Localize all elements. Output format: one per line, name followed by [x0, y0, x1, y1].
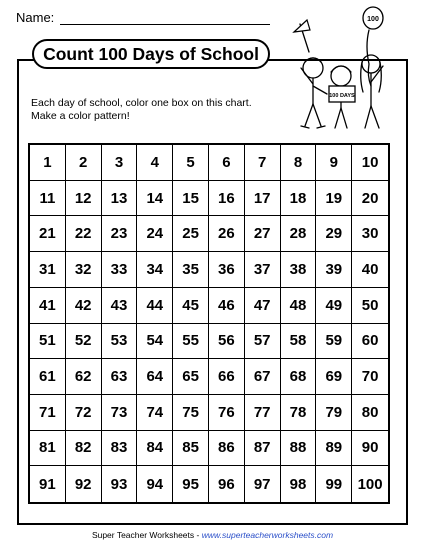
chart-cell-62[interactable]: 62: [66, 359, 102, 395]
page-title: Count 100 Days of School: [32, 39, 270, 69]
chart-cell-17[interactable]: 17: [245, 181, 281, 217]
chart-cell-36[interactable]: 36: [209, 252, 245, 288]
instruction-line-1: Each day of school, color one box on this chart.: [31, 97, 252, 109]
chart-cell-14[interactable]: 14: [137, 181, 173, 217]
chart-cell-99[interactable]: 99: [316, 466, 352, 502]
chart-cell-1[interactable]: 1: [30, 145, 66, 181]
chart-cell-59[interactable]: 59: [316, 324, 352, 360]
chart-cell-22[interactable]: 22: [66, 216, 102, 252]
chart-cell-19[interactable]: 19: [316, 181, 352, 217]
chart-cell-40[interactable]: 40: [352, 252, 388, 288]
chart-cell-50[interactable]: 50: [352, 288, 388, 324]
chart-cell-80[interactable]: 80: [352, 395, 388, 431]
balloon-text: 100: [367, 16, 379, 23]
chart-cell-13[interactable]: 13: [102, 181, 138, 217]
chart-cell-33[interactable]: 33: [102, 252, 138, 288]
chart-cell-79[interactable]: 79: [316, 395, 352, 431]
chart-cell-9[interactable]: 9: [316, 145, 352, 181]
kids-illustration: [283, 6, 393, 134]
chart-cell-100[interactable]: 100: [357, 475, 383, 493]
chart-cell-41[interactable]: 41: [30, 288, 66, 324]
chart-cell-29[interactable]: 29: [316, 216, 352, 252]
chart-cell-27[interactable]: 27: [245, 216, 281, 252]
chart-cell-31[interactable]: 31: [30, 252, 66, 288]
chart-cell-38[interactable]: 38: [281, 252, 317, 288]
chart-cell-18[interactable]: 18: [281, 181, 317, 217]
chart-cell-21[interactable]: 21: [30, 216, 66, 252]
chart-cell-98[interactable]: 98: [281, 466, 317, 502]
chart-cell-5[interactable]: 5: [173, 145, 209, 181]
chart-cell-65[interactable]: 65: [173, 359, 209, 395]
chart-cell-35[interactable]: 35: [173, 252, 209, 288]
chart-cell-16[interactable]: 16: [209, 181, 245, 217]
footer-url[interactable]: www.superteacherworksheets.com: [201, 530, 334, 540]
chart-cell-72[interactable]: 72: [66, 395, 102, 431]
chart-cell-60[interactable]: 60: [352, 324, 388, 360]
chart-cell-46[interactable]: 46: [209, 288, 245, 324]
chart-cell-34[interactable]: 34: [137, 252, 173, 288]
chart-cell-32[interactable]: 32: [66, 252, 102, 288]
chart-cell-10[interactable]: 10: [352, 145, 388, 181]
chart-cell-30[interactable]: 30: [352, 216, 388, 252]
chart-cell-64[interactable]: 64: [137, 359, 173, 395]
footer-brand: Super Teacher Worksheets: [91, 530, 195, 540]
chart-cell-96[interactable]: 96: [209, 466, 245, 502]
hundred-chart: [28, 143, 390, 504]
chart-cell-47[interactable]: 47: [245, 288, 281, 324]
chart-cell-97[interactable]: 97: [245, 466, 281, 502]
chart-cell-70[interactable]: 70: [352, 359, 388, 395]
chart-cell-20[interactable]: 20: [352, 181, 388, 217]
chart-cell-93[interactable]: 93: [102, 466, 138, 502]
chart-cell-63[interactable]: 63: [102, 359, 138, 395]
instructions: [31, 97, 252, 123]
chart-cell-24[interactable]: 24: [137, 216, 173, 252]
chart-cell-83[interactable]: 83: [102, 431, 138, 467]
chart-cell-11[interactable]: 11: [30, 181, 66, 217]
chart-cell-88[interactable]: 88: [281, 431, 317, 467]
chart-cell-25[interactable]: 25: [173, 216, 209, 252]
chart-cell-69[interactable]: 69: [316, 359, 352, 395]
chart-cell-78[interactable]: 78: [281, 395, 317, 431]
chart-cell-95[interactable]: 95: [173, 466, 209, 502]
chart-cell-2[interactable]: 2: [66, 145, 102, 181]
chart-cell-87[interactable]: 87: [245, 431, 281, 467]
instruction-line-2: Make a color pattern!: [31, 110, 130, 122]
chart-cell-43[interactable]: 43: [102, 288, 138, 324]
chart-cell-6[interactable]: 6: [209, 145, 245, 181]
chart-cell-68[interactable]: 68: [281, 359, 317, 395]
name-line[interactable]: [60, 24, 270, 25]
chart-cell-90[interactable]: 90: [352, 431, 388, 467]
chart-cell-4[interactable]: 4: [137, 145, 173, 181]
chart-cell-57[interactable]: 57: [245, 324, 281, 360]
chart-cell-26[interactable]: 26: [209, 216, 245, 252]
chart-cell-74[interactable]: 74: [137, 395, 173, 431]
sign-text: 100 DAYS: [329, 93, 355, 99]
chart-cell-91[interactable]: 91: [30, 466, 66, 502]
footer-separator: -: [194, 530, 202, 540]
chart-cell-89[interactable]: 89: [316, 431, 352, 467]
chart-cell-75[interactable]: 75: [173, 395, 209, 431]
chart-cell-51[interactable]: 51: [30, 324, 66, 360]
chart-cell-15[interactable]: 15: [173, 181, 209, 217]
chart-cell-92[interactable]: 92: [66, 466, 102, 502]
chart-cell-37[interactable]: 37: [245, 252, 281, 288]
chart-cell-23[interactable]: 23: [102, 216, 138, 252]
chart-cell-67[interactable]: 67: [245, 359, 281, 395]
chart-cell-61[interactable]: 61: [30, 359, 66, 395]
chart-cell-45[interactable]: 45: [173, 288, 209, 324]
chart-cell-28[interactable]: 28: [281, 216, 317, 252]
chart-cell-58[interactable]: 58: [281, 324, 317, 360]
chart-cell-71[interactable]: 71: [30, 395, 66, 431]
chart-cell-82[interactable]: 82: [66, 431, 102, 467]
chart-cell-7[interactable]: 7: [245, 145, 281, 181]
chart-cell-52[interactable]: 52: [66, 324, 102, 360]
chart-cell-84[interactable]: 84: [137, 431, 173, 467]
chart-cell-12[interactable]: 12: [66, 181, 102, 217]
chart-cell-8[interactable]: 8: [281, 145, 317, 181]
chart-cell-56[interactable]: 56: [209, 324, 245, 360]
chart-cell-42[interactable]: 42: [66, 288, 102, 324]
chart-cell-73[interactable]: 73: [102, 395, 138, 431]
chart-cell-86[interactable]: 86: [209, 431, 245, 467]
chart-cell-49[interactable]: 49: [316, 288, 352, 324]
chart-cell-76[interactable]: 76: [209, 395, 245, 431]
name-label: Name:: [16, 10, 55, 25]
chart-cell-94[interactable]: 94: [137, 466, 173, 502]
chart-cell-3[interactable]: 3: [102, 145, 138, 181]
chart-cell-66[interactable]: 66: [209, 359, 245, 395]
chart-cell-44[interactable]: 44: [137, 288, 173, 324]
chart-cell-77[interactable]: 77: [245, 395, 281, 431]
chart-cell-39[interactable]: 39: [316, 252, 352, 288]
chart-cell-81[interactable]: 81: [30, 431, 66, 467]
chart-cell-55[interactable]: 55: [173, 324, 209, 360]
chart-cell-54[interactable]: 54: [137, 324, 173, 360]
chart-cell-48[interactable]: 48: [281, 288, 317, 324]
chart-cell-85[interactable]: 85: [173, 431, 209, 467]
footer: [0, 530, 425, 540]
chart-cell-53[interactable]: 53: [102, 324, 138, 360]
